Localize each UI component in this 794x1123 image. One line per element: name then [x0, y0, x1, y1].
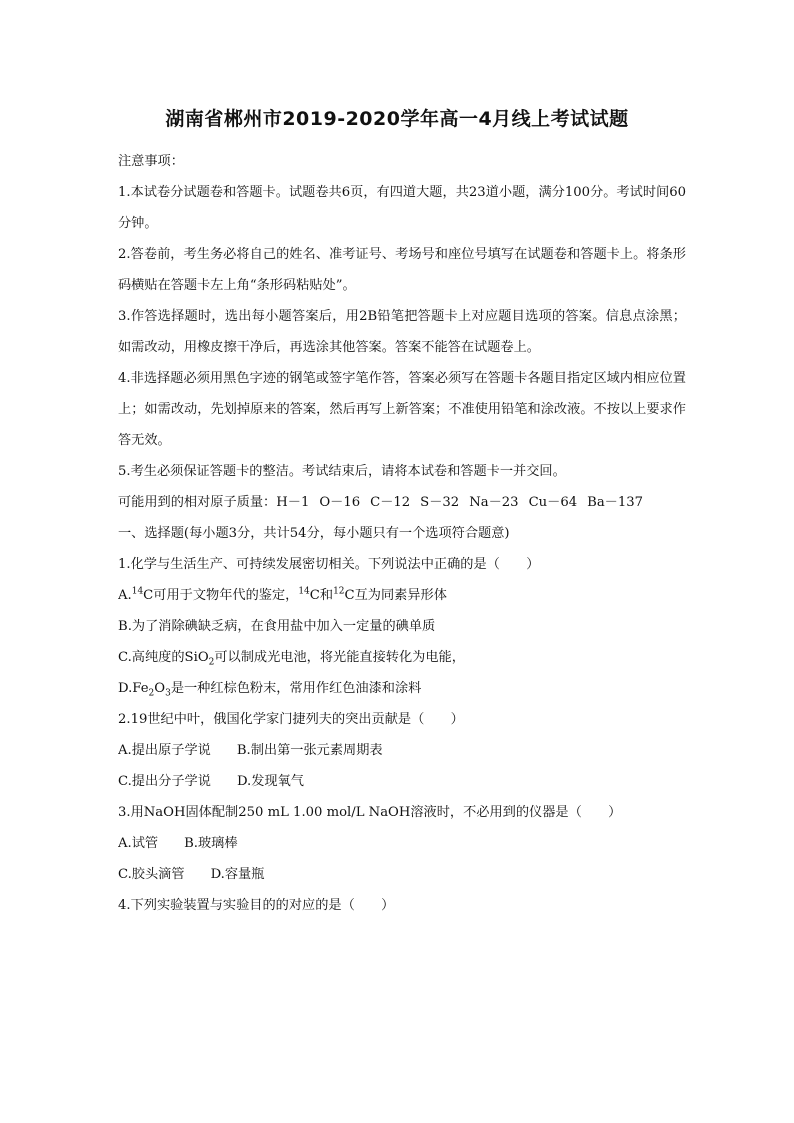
question-1-stem: 1.化学与生活生产、可持续发展密切相关。下列说法中正确的是（ ）	[118, 557, 540, 572]
question-2-options-ab	[118, 735, 686, 766]
notice-item-2: 2.答卷前，考生务必将自己的姓名、准考证号、考场号和座位号填写在试题卷和答题卡上。将条形码横贴在答题卡左上角“条形码粘贴处”。	[118, 247, 686, 293]
atomic-mass-na: Na－23	[469, 495, 519, 510]
section-heading: 一、选择题(每小题3分，共计54分，每小题只有一个选项符合题意)	[118, 526, 510, 541]
question-3-option-c: C.胶头滴管	[118, 867, 185, 882]
notice-heading: 注意事项：	[118, 154, 184, 169]
question-1-option-b: B.为了消除碘缺乏病，在食用盐中加入一定量的碘单质	[118, 619, 436, 634]
atomic-masses-line	[118, 487, 686, 518]
notice-item-3: 3.作答选择题时，选出每小题答案后，用2B铅笔把答题卡上对应题目选项的答案。信息点涂黑；如需改动，用橡皮擦干净后，再选涂其他答案。答案不能答在试题卷上。	[118, 309, 686, 355]
question-1-option-a: A.$^{14}$C可用于文物年代的鉴定，$^{14}$C和$^{12}$C互为同素异形体	[118, 586, 447, 603]
question-4-stem: 4.下列实验装置与实验目的的对应的是（ ）	[118, 898, 395, 913]
atomic-masses-label: 可能用到的相对原子质量：	[118, 495, 277, 510]
question-2-options-cd	[118, 766, 686, 797]
atomic-mass-ba: Ba－137	[587, 495, 644, 510]
question-3-options-cd	[118, 859, 686, 890]
atomic-mass-h: H－1	[276, 495, 310, 510]
question-3-stem: 3.用NaOH固体配制250 mL 1.00 mol/L NaOH溶液时，不必用到的仪器是（ ）	[118, 805, 622, 820]
atomic-mass-s: S－32	[420, 495, 460, 510]
question-1-option-c: C.高纯度的SiO$_2$可以制成光电池，将光能直接转化为电能，	[118, 650, 465, 668]
document-body	[118, 146, 686, 921]
page-title: 湖南省郴州市2019-2020学年高一4月线上考试试题	[165, 108, 629, 130]
atomic-mass-o: O－16	[319, 495, 361, 510]
notice-item-4: 4.非选择题必须用黑色字迹的钢笔或签字笔作答，答案必须写在答题卡各题目指定区域内相应位置上；如需改动，先划掉原来的答案，然后再写上新答案；不准使用铅笔和涂改液。不按以上要求作答无效。	[118, 371, 686, 448]
question-1-option-d: $D.Fe_2O_3$是一种红棕色粉末，常用作红色油漆和涂料	[118, 681, 422, 699]
question-2-option-d: D.发现氧气	[236, 774, 304, 789]
atomic-mass-c: C－12	[370, 495, 411, 510]
question-3-option-b: B.玻璃棒	[184, 836, 238, 851]
question-3-option-d: D.容量瓶	[210, 867, 265, 882]
question-2-option-a: A.提出原子学说	[118, 743, 211, 758]
question-3-options-ab	[118, 828, 686, 859]
notice-item-5: 5.考生必须保证答题卡的整洁。考试结束后，请将本试卷和答题卡一并交回。	[118, 464, 566, 479]
question-2-stem: 2.19世纪中叶，俄国化学家门捷列夫的突出贡献是（ ）	[118, 712, 464, 727]
question-2-option-b: B.制出第一张元素周期表	[236, 743, 383, 758]
question-3-option-a: A.试管	[118, 836, 159, 851]
question-2-option-c: C.提出分子学说	[118, 774, 211, 789]
atomic-mass-cu: Cu－64	[528, 495, 578, 510]
notice-item-1: 1.本试卷分试题卷和答题卡。试题卷共6页，有四道大题，共23道小题，满分100分。考试时间60分钟。	[118, 185, 686, 231]
